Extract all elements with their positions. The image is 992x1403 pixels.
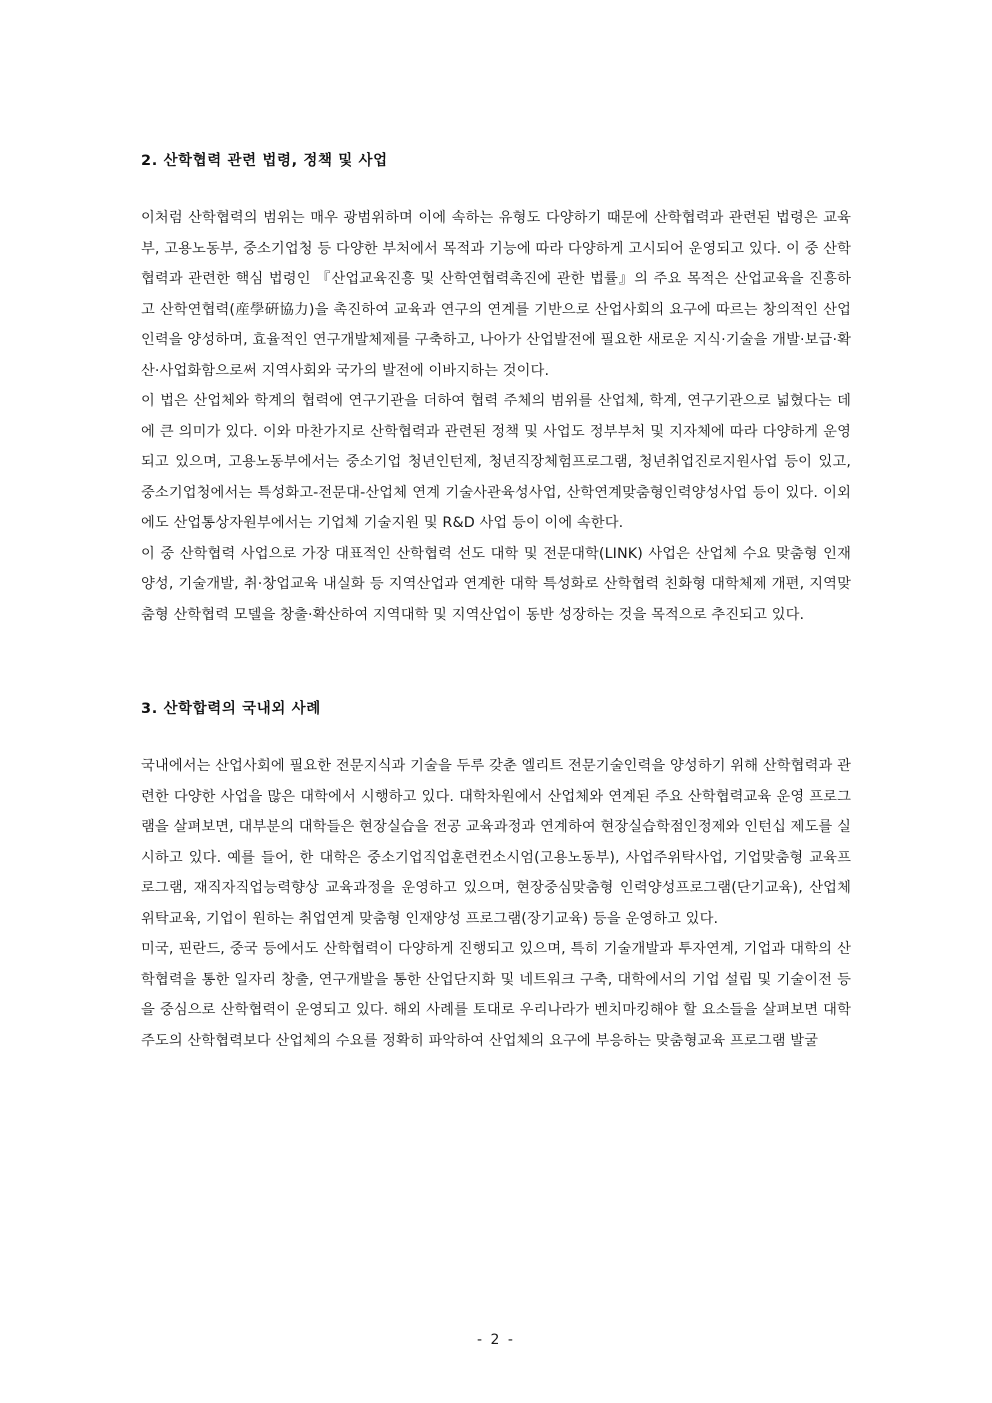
section-heading-3: 3. 산학합력의 국내외 사례 <box>141 701 321 718</box>
paragraph: 국내에서는 산업사회에 필요한 전문지식과 기술을 두루 갖춘 엘리트 전문기술인력을 양성하기 위해 산학협력과 관련한 다양한 사업을 많은 대학에서 시행하고 있다. 대학차원에서 산업체와 연계된 주요 산학협력교육 운영 프로그램을 살펴보면, 대부분의 대학들은 현장실습을 전공 교육과정과 연계하여 현장실습학점인정제와 인턴십 제도를 실시하고 있다. 예를 들어, 한 대학은 중소기업직업훈련컨소시엄(고용노동부), 사업주위탁사업, 기업맞춤형 교육프로그램, 재직자직업능력향상 교육과정을 운영하고 있으며, 현장중심맞춤형 인력양성프로그램(단기교육), 산업체 위탁교육, 기업이 원하는 취업연계 맞춤형 인재양성 프로그램(장기교육) 등을 운영하고 있다. <box>141 758 851 927</box>
document-body <box>141 150 851 1056</box>
page-number: - 2 - <box>477 1332 515 1348</box>
paragraph: 이 법은 산업체와 학계의 협력에 연구기관을 더하여 협력 주체의 범위를 산업체, 학계, 연구기관으로 넓혔다는 데에 큰 의미가 있다. 이와 마찬가지로 산학협력과 관련된 정책 및 사업도 정부부처 및 지자체에 따라 다양하게 운영되고 있으며, 고용노동부에서는 중소기업 청년인턴제, 청년직장체험프로그램, 청년취업진로지원사업 등이 있고, 중소기업청에서는 특성화고-전문대-산업체 연계 기술사관육성사업, 산학연계맞춤형인력양성사업 등이 있다. 이외에도 산업통상자원부에서는 기업체 기술지원 및 R&D 사업 등이 이에 속한다. <box>141 393 851 532</box>
paragraph: 이처럼 산학협력의 범위는 매우 광범위하며 이에 속하는 유형도 다양하기 때문에 산학협력과 관련된 법령은 교육부, 고용노동부, 중소기업청 등 다양한 부처에서 목적과 기능에 따라 다양하게 고시되어 운영되고 있다. 이 중 산학협력과 관련한 핵심 법령인 『산업교육진흥 및 산학연협력촉진에 관한 법률』의 주요 목적은 산업교육을 진흥하고 산학연협력(産學硏協力)을 촉진하여 교육과 연구의 연계를 기반으로 산업사회의 요구에 따르는 창의적인 산업인력을 양성하며, 효율적인 연구개발체제를 구축하고, 나아가 산업발전에 필요한 새로운 지식·기술을 개발·보급·확산·사업화함으로써 지역사회와 국가의 발전에 이바지하는 것이다. <box>141 210 851 379</box>
section-heading-2: 2. 산학협력 관련 법령, 정책 및 사업 <box>141 153 388 169</box>
paragraph: 미국, 핀란드, 중국 등에서도 산학협력이 다양하게 진행되고 있으며, 특히 기술개발과 투자연계, 기업과 대학의 산학협력을 통한 일자리 창출, 연구개발을 통한 산업단지화 및 네트워크 구축, 대학에서의 기업 설립 및 기술이전 등을 중심으로 산학협력이 운영되고 있다. 해외 사례를 토대로 우리나라가 벤치마킹해야 할 요소들을 살펴보면 대학 주도의 산학협력보다 산업체의 수요를 정확히 파악하여 산업체의 요구에 부응하는 맞춤형교육 프로그램 발굴 <box>141 941 851 1049</box>
paragraph: 이 중 산학협력 사업으로 가장 대표적인 산학협력 선도 대학 및 전문대학(LINK) 사업은 산업체 수요 맞춤형 인재양성, 기술개발, 취·창업교육 내실화 등 지역산업과 연계한 대학 특성화로 산학협력 친화형 대학체제 개편, 지역맞춤형 산학협력 모델을 창출·확산하여 지역대학 및 지역산업이 동반 성장하는 것을 목적으로 추진되고 있다. <box>141 545 851 623</box>
